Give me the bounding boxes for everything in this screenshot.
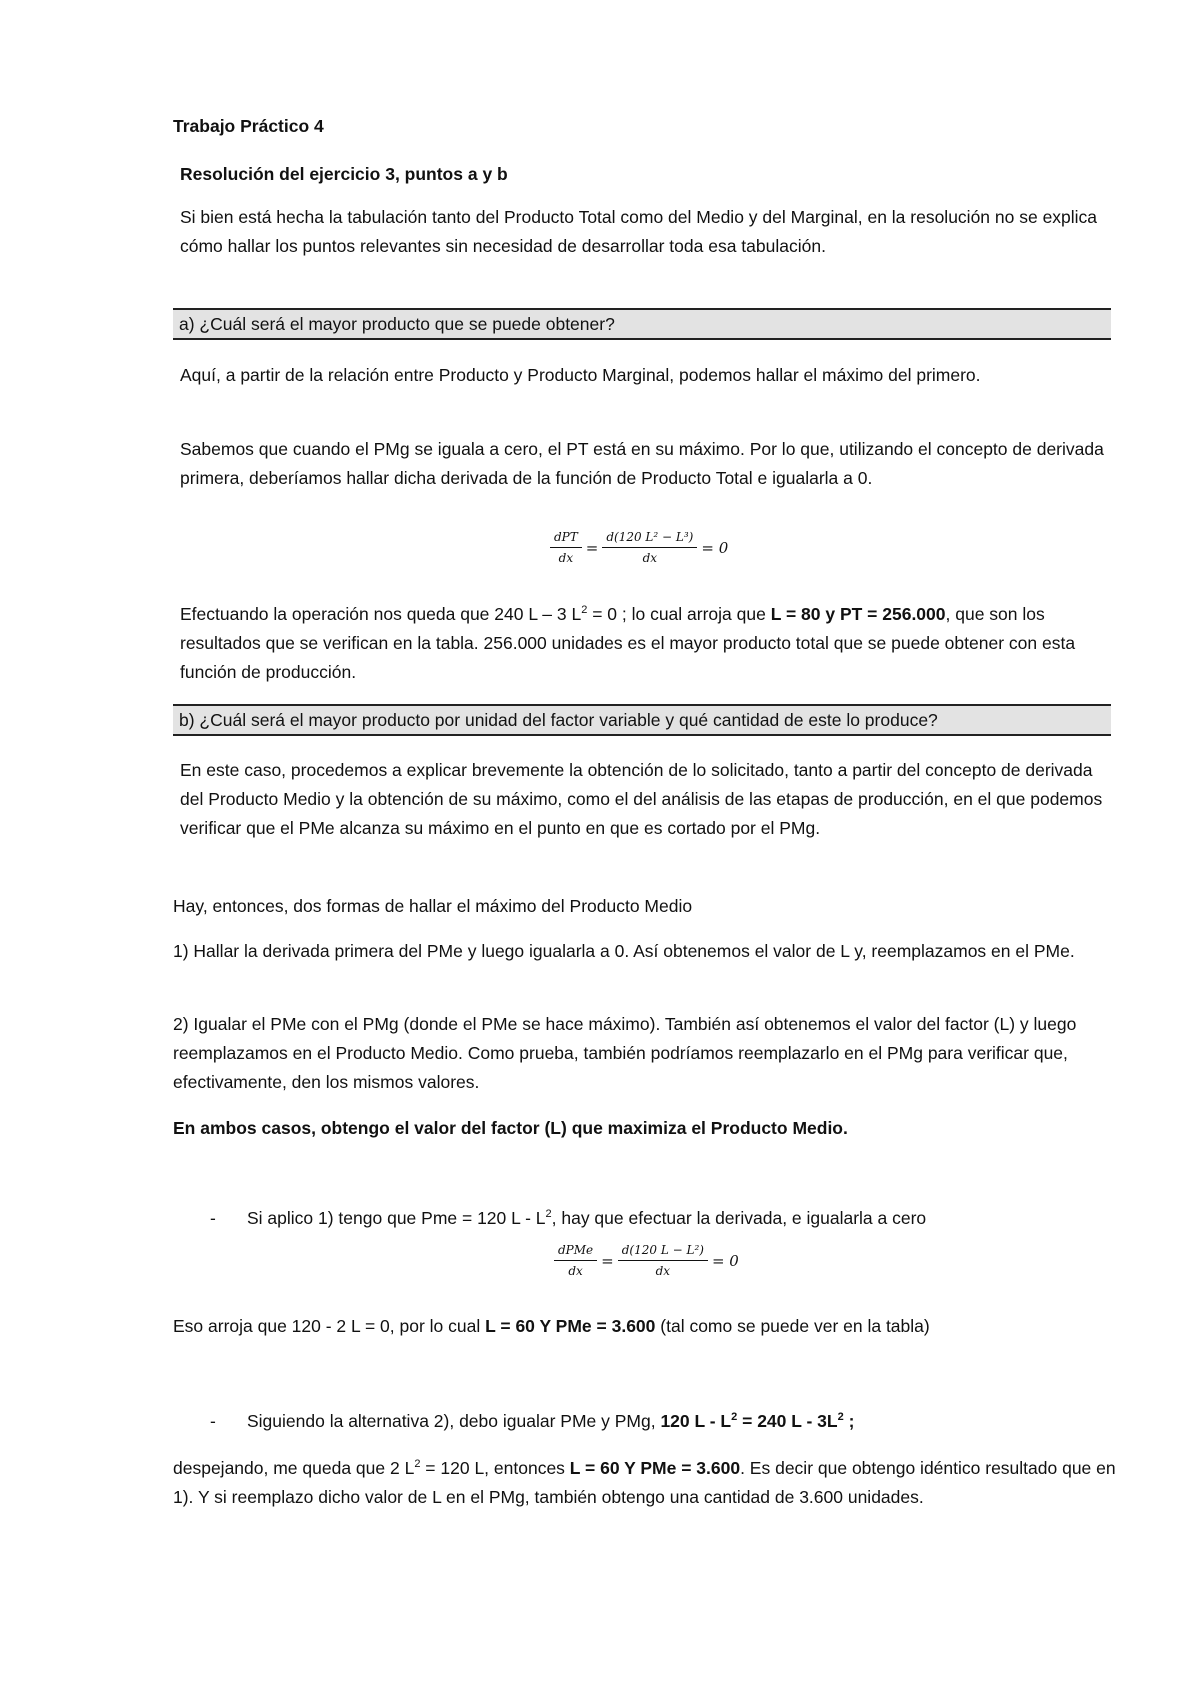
section-a-paragraph-2: Sabemos que cuando el PMg se iguala a cero, el PT está en su máximo. Por lo que, utilizando el concepto de derivada primera, deberíamos hallar dicha derivada de la función de Producto Total e igualarla a 0. (180, 439, 1104, 488)
eq2-den-left: dx (568, 1264, 583, 1278)
fraction-derivative-2 (618, 1243, 708, 1278)
conclusion-paragraph: En ambos casos, obtengo el valor del factor (L) que maximiza el Producto Medio. (173, 1118, 848, 1138)
bullet-1-pre: Si aplico 1) tengo que Pme = 120 L - L (247, 1208, 546, 1228)
section-b-result-1 (173, 1312, 1103, 1341)
eq-zero: = 0 (701, 538, 729, 557)
eq2-zero: = 0 (711, 1251, 739, 1270)
bullet-2-bold-1: 120 L - L (660, 1411, 732, 1431)
result-text-post: , que son los resultados que se verifican en la tabla. 256.000 unidades es el mayor producto total que se puede obtener con esta función de producción. (180, 604, 1076, 682)
result-superscript: 2 (581, 604, 588, 617)
eq-equals: = (585, 538, 599, 557)
bullet-1-superscript: 2 (545, 1208, 552, 1221)
section-b-heading: b) ¿Cuál será el mayor producto por unidad del factor variable y qué cantidad de este lo produce? (173, 704, 1111, 736)
final-bold: L = 60 Y PMe = 3.600 (569, 1458, 741, 1478)
eq2-num-right: d(120 L − L²) (618, 1243, 708, 1261)
final-paragraph (173, 1454, 1118, 1512)
bullet-1-text (247, 1204, 1117, 1233)
document-title: Trabajo Práctico 4 (173, 116, 324, 136)
bullet-dash-2: - (210, 1411, 216, 1431)
section-a-paragraph-1: Aquí, a partir de la relación entre Producto y Producto Marginal, podemos hallar el máximo del primero. (180, 365, 981, 385)
bullet-2-superscript-2: 2 (837, 1411, 844, 1424)
result-text-pre: Efectuando la operación nos queda que 240 L – 3 L (180, 604, 582, 624)
bullet-2-text (247, 1407, 1117, 1436)
equation-average-product (552, 1243, 741, 1278)
eq2-den-right: dx (655, 1264, 671, 1278)
final-pre: despejando, me queda que 2 L (173, 1458, 415, 1478)
method-2-paragraph: 2) Igualar el PMe con el PMg (donde el PMe se hace máximo). También así obtenemos el valor del factor (L) y luego reemplazamos en el Producto Medio. Como prueba, también podríamos reemplazarlo en el PMg para verificar que, efectivamente, den los mismos valores. (173, 1014, 1077, 1092)
bullet-1-post: , hay que efectuar la derivada, e igualarla a cero (551, 1208, 927, 1228)
method-1-paragraph: 1) Hallar la derivada primera del PMe y luego igualarla a 0. Así obtenemos el valor de L y, reemplazamos en el PMe. (173, 941, 1075, 961)
eq2-num-left: dPMe (554, 1243, 597, 1261)
eq-num-right: d(120 L² − L³) (602, 530, 697, 548)
eq-den-left: dx (558, 551, 574, 565)
bullet-2-pre: Siguiendo la alternativa 2), debo igualar PMe y PMg, (247, 1411, 661, 1431)
bullet-2-bold-2: = 240 L - 3L (737, 1411, 838, 1431)
section-a-result (180, 600, 1110, 687)
section-a-heading: a) ¿Cuál será el mayor producto que se puede obtener? (173, 308, 1111, 340)
final-superscript: 2 (414, 1458, 421, 1471)
eq-num-left: dPT (550, 530, 582, 548)
bullet-2-superscript-1: 2 (731, 1411, 738, 1424)
section-b-paragraph-2: Hay, entonces, dos formas de hallar el máximo del Producto Medio (173, 896, 693, 916)
result2-pre: Eso arroja que 120 - 2 L = 0, por lo cual (173, 1316, 486, 1336)
equation-total-product (548, 530, 730, 565)
result2-post: (tal como se puede ver en la tabla) (655, 1316, 930, 1336)
intro-paragraph: Si bien está hecha la tabulación tanto del Producto Total como del Medio y del Marginal, en la resolución no se explica cómo hallar los puntos relevantes sin necesidad de desarrollar toda esa tabulación. (180, 207, 1098, 256)
final-mid: = 120 L, entonces (420, 1458, 570, 1478)
bullet-dash-1: - (210, 1208, 216, 1228)
eq-den-right: dx (642, 551, 658, 565)
section-b-paragraph-1: En este caso, procedemos a explicar brevemente la obtención de lo solicitado, tanto a partir del concepto de derivada del Producto Medio y la obtención de su máximo, como el del análisis de las etapas de producción, en el que podemos verificar que el PMe alcanza su máximo en el punto en que es cortado por el PMg. (180, 760, 1103, 838)
fraction-derivative (602, 530, 697, 565)
result2-bold: L = 60 Y PMe = 3.600 (485, 1316, 656, 1336)
result-text-mid: = 0 ; lo cual arroja que (587, 604, 771, 624)
eq2-equals: = (601, 1251, 614, 1270)
result-bold: L = 80 y PT = 256.000 (770, 604, 946, 624)
final-post: . Es decir que obtengo idéntico resultado que en 1). Y si reemplazo dicho valor de L en el PMg, también obtengo una cantidad de 3.600 unidades. (173, 1458, 1116, 1507)
fraction-dpme-dx (554, 1243, 597, 1278)
document-subtitle: Resolución del ejercicio 3, puntos a y b (180, 164, 508, 184)
fraction-dpt-dx (550, 530, 582, 565)
bullet-2-bold-3: ; (843, 1411, 855, 1431)
